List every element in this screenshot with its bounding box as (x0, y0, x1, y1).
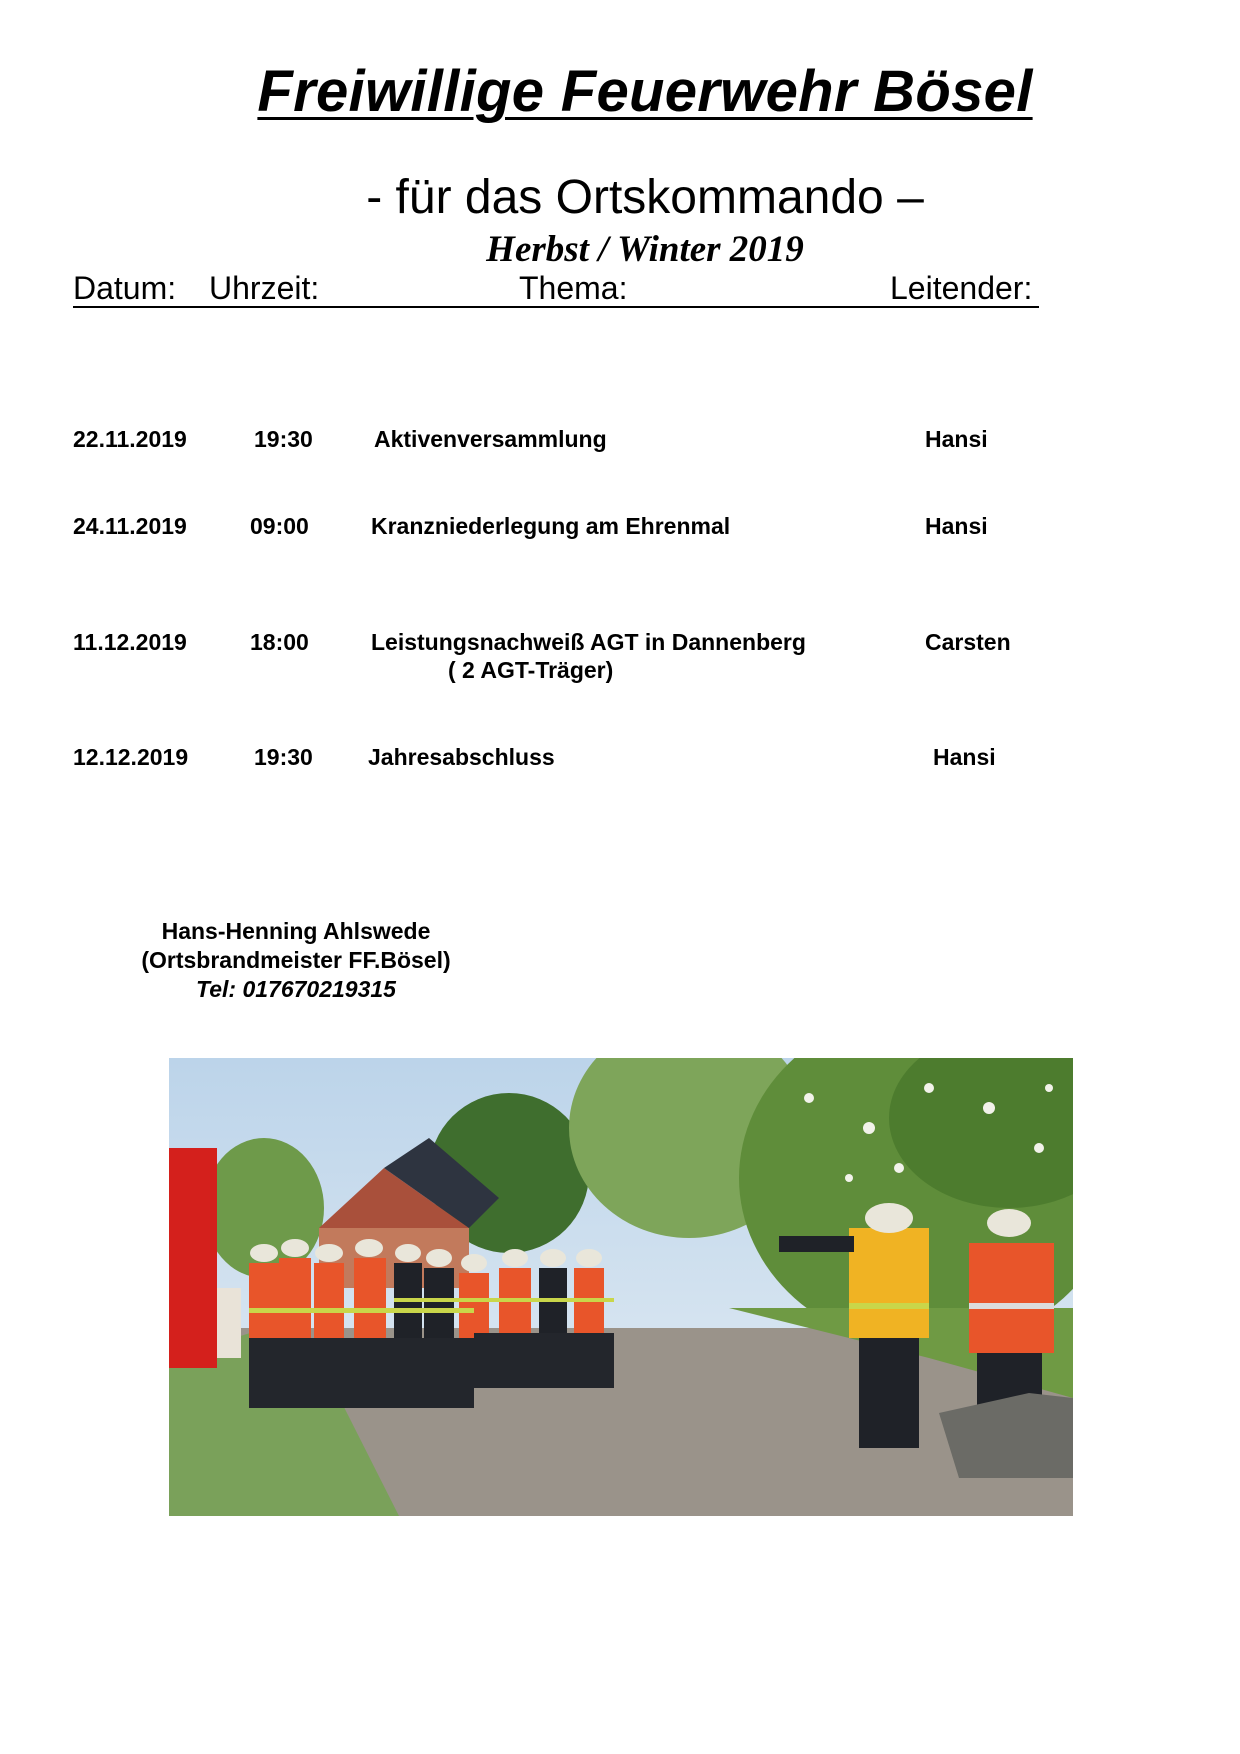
event-topic-note: ( 2 AGT-Träger) (448, 657, 614, 683)
event-topic: Kranzniederlegung am Ehrenmal (371, 513, 731, 539)
page-title: Freiwillige Feuerwehr Bösel (257, 59, 1033, 124)
signature-role: (Ortsbrandmeister FF.Bösel) (141, 947, 451, 973)
event-date: 22.11.2019 (73, 426, 187, 452)
event-date: 11.12.2019 (73, 629, 187, 655)
event-topic: Jahresabschluss (368, 744, 555, 770)
page-subtitle: - für das Ortskommando – (366, 171, 924, 224)
event-date: 24.11.2019 (73, 513, 187, 539)
event-topic: Aktivenversammlung (374, 426, 607, 452)
season-label: Herbst / Winter 2019 (486, 229, 804, 270)
firefighters-photo-icon (169, 1058, 1073, 1516)
event-leader: Hansi (925, 513, 988, 539)
signature-name: Hans-Henning Ahlswede (161, 918, 431, 944)
event-topic: Leistungsnachweiß AGT in Dannenberg (371, 629, 806, 655)
header-underline (73, 306, 1039, 308)
event-time: 19:30 (254, 744, 313, 770)
event-time: 19:30 (254, 426, 313, 452)
column-header-datum: Datum: (73, 270, 177, 306)
event-leader: Carsten (925, 629, 1011, 655)
event-time: 18:00 (250, 629, 309, 655)
event-time: 09:00 (250, 513, 309, 539)
column-header-thema: Thema: (519, 270, 628, 306)
group-photo (169, 1058, 1073, 1516)
signature-phone: Tel: 017670219315 (196, 976, 396, 1002)
column-header-leitender: Leitender: (890, 270, 1033, 306)
event-date: 12.12.2019 (73, 744, 189, 770)
column-header-uhrzeit: Uhrzeit: (209, 270, 320, 306)
event-leader: Hansi (925, 426, 988, 452)
event-leader: Hansi (933, 744, 996, 770)
